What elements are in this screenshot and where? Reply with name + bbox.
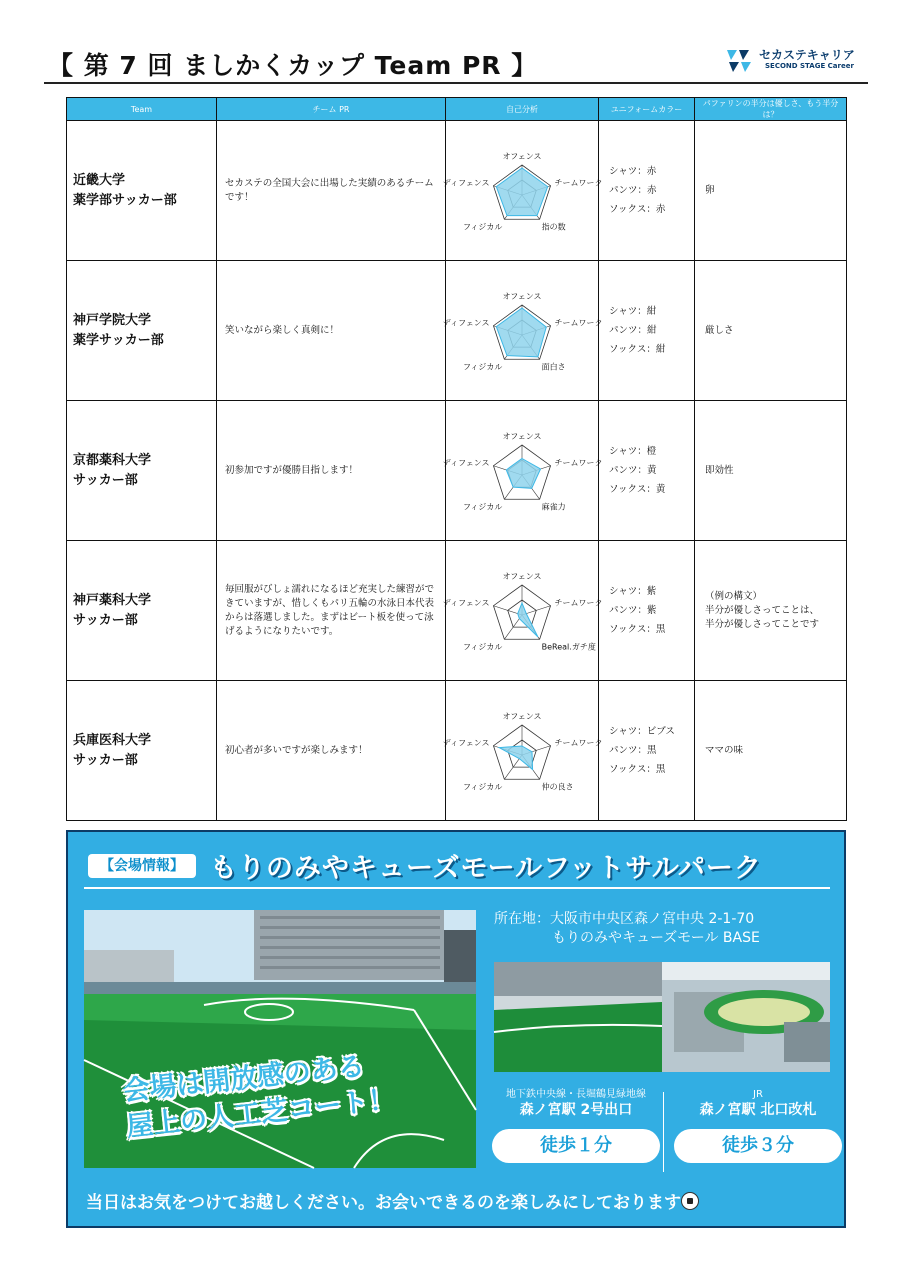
- radar-axis-label: チームワーク: [554, 318, 603, 328]
- venue-name: もりのみやキューズモールフットサルパーク: [210, 853, 762, 884]
- team-pr: 毎回服がびしょ濡れになるほど充実した練習ができていますが、惜しくもパリ五輪の水泳日本代表からは落選しました。まずはビート板を使って泳げるようになりたいです。: [217, 541, 446, 681]
- radar-axis-label: フィジカル: [462, 501, 503, 511]
- radar-axis-label: チームワーク: [554, 178, 603, 188]
- half-answer: 卵: [695, 121, 847, 261]
- closing-message: [86, 1188, 699, 1213]
- radar-axis-label: 仲の良さ: [541, 781, 574, 791]
- access-subway-line: 地下鉄中央線・長堀鶴見緑地線: [506, 1089, 646, 1100]
- radar-cell: [442, 121, 603, 261]
- team-cell: [67, 121, 217, 261]
- uniform-pants: パンツ：紫: [609, 605, 657, 616]
- page-title: 【 第 7 回 ましかくカップ Team PR 】: [48, 51, 538, 80]
- radar-cell: [442, 261, 603, 401]
- uniform-socks: ソックス：黒: [609, 624, 666, 635]
- team-name: 神戸学院大学 薬学サッカー部: [73, 312, 164, 348]
- access-jr-line: JR: [753, 1089, 763, 1100]
- radar-axis-label: フィジカル: [462, 641, 503, 651]
- table-row: [67, 401, 847, 541]
- uniform-cell: [599, 681, 695, 821]
- uniform-socks: ソックス：赤: [609, 204, 666, 215]
- radar-axis-label: ディフェンス: [442, 458, 490, 468]
- access-subway: [492, 1088, 660, 1163]
- col-header-analysis: 自己分析: [446, 98, 599, 121]
- table-row: [67, 681, 847, 821]
- radar-chart: [442, 705, 603, 797]
- access-jr-station: 森ノ宮駅 北口改札: [699, 1102, 817, 1118]
- radar-data-area: [506, 458, 540, 488]
- table-row: [67, 261, 847, 401]
- half-answer: （例の構文） 半分が優しさってことは、 半分が優しさってことです: [695, 541, 847, 681]
- table-row: [67, 541, 847, 681]
- radar-data-area: [496, 308, 546, 357]
- radar-cell: [442, 541, 603, 681]
- access-subway-walk: 徒歩１分: [492, 1129, 660, 1163]
- venue-aerial-photos: [494, 962, 830, 1072]
- radar-axis-label: ディフェンス: [442, 738, 490, 748]
- half-answer: ママの味: [695, 681, 847, 821]
- radar-data-area: [496, 168, 547, 216]
- radar-axis-label: ディフェンス: [442, 178, 490, 188]
- team-pr: セカステの全国大会に出場した実績のあるチームです！: [217, 121, 446, 261]
- radar-axis-label: オフェンス: [502, 711, 542, 721]
- team-cell: [67, 261, 217, 401]
- radar-data-area: [518, 603, 538, 637]
- uniform-cell: [599, 401, 695, 541]
- team-cell: [67, 541, 217, 681]
- col-header-pr: チーム PR: [217, 98, 446, 121]
- team-cell: [67, 401, 217, 541]
- radar-chart: [442, 565, 603, 657]
- venue-address: [494, 910, 760, 948]
- radar-axis-label: オフェンス: [502, 151, 542, 161]
- header-rule: [44, 82, 868, 84]
- radar-axis-label: オフェンス: [502, 291, 542, 301]
- radar-chart: [442, 285, 603, 377]
- col-header-half: パファリンの半分は優しさ、もう半分は？: [695, 98, 847, 121]
- radar-chart: [442, 425, 603, 517]
- soccer-ball-icon: [681, 1192, 699, 1210]
- team-name: 近畿大学 薬学部サッカー部: [73, 172, 177, 208]
- access-divider: [663, 1092, 664, 1172]
- radar-axis-label: フィジカル: [462, 361, 503, 371]
- venue-divider: [84, 887, 830, 889]
- table-header-row: [67, 98, 847, 121]
- half-answer: 即効性: [695, 401, 847, 541]
- table-row: [67, 121, 847, 261]
- uniform-shirt: シャツ：赤: [609, 166, 657, 177]
- col-header-team: Team: [67, 98, 217, 121]
- uniform-pants: パンツ：黒: [609, 745, 657, 756]
- radar-axis-label: 麻雀力: [541, 501, 566, 511]
- brand-logo: [725, 44, 855, 78]
- uniform-shirt: シャツ：橙: [609, 446, 657, 457]
- uniform-shirt: シャツ：紺: [609, 306, 657, 317]
- col-header-uniform: ユニフォームカラー: [599, 98, 695, 121]
- radar-axis-label: フィジカル: [462, 221, 503, 231]
- rooftop-court-photo: [84, 910, 476, 1168]
- team-pr: 初参加ですが優勝目指します！: [217, 401, 446, 541]
- radar-data-area: [499, 746, 532, 770]
- uniform-socks: ソックス：紺: [609, 344, 666, 355]
- radar-axis-label: オフェンス: [502, 571, 542, 581]
- team-name: 兵庫医科大学 サッカー部: [73, 732, 152, 768]
- venue-info-panel: [66, 830, 846, 1228]
- radar-axis-label: ディフェンス: [442, 598, 490, 608]
- access-jr: [674, 1088, 842, 1163]
- uniform-shirt: シャツ：ビブス: [609, 726, 675, 737]
- radar-cell: [442, 401, 603, 541]
- radar-axis-label: 面白さ: [541, 361, 566, 371]
- uniform-pants: パンツ：黄: [609, 465, 657, 476]
- uniform-pants: パンツ：赤: [609, 185, 657, 196]
- team-pr: 笑いながら楽しく真剣に！: [217, 261, 446, 401]
- half-answer: 厳しさ: [695, 261, 847, 401]
- venue-badge: 【会場情報】: [88, 854, 196, 878]
- radar-axis-label: チームワーク: [554, 458, 603, 468]
- uniform-shirt: シャツ：紫: [609, 586, 657, 597]
- uniform-pants: パンツ：紺: [609, 325, 657, 336]
- team-pr-table: [66, 97, 847, 821]
- radar-axis-label: ディフェンス: [442, 318, 490, 328]
- radar-axis-label: オフェンス: [502, 431, 542, 441]
- team-cell: [67, 681, 217, 821]
- address-line-2: もりのみやキューズモール BASE: [552, 930, 760, 946]
- radar-chart: [442, 145, 603, 237]
- radar-axis-label: BeReal.ガチ度: [541, 641, 596, 651]
- team-name: 京都薬科大学 サッカー部: [73, 452, 152, 488]
- logo-subtext: SECOND STAGE Career: [765, 62, 854, 70]
- radar-axis-label: チームワーク: [554, 738, 603, 748]
- radar-axis-label: 指の数: [541, 221, 566, 231]
- access-jr-walk: 徒歩３分: [674, 1129, 842, 1163]
- radar-axis-label: フィジカル: [462, 781, 503, 791]
- logo-icon: [725, 46, 753, 74]
- uniform-socks: ソックス：黒: [609, 764, 666, 775]
- venue-catchphrase: 会場は開放感のある 屋上の人工芝コート！: [121, 1050, 397, 1143]
- radar-cell: [442, 681, 603, 821]
- uniform-socks: ソックス：黄: [609, 484, 666, 495]
- radar-axis-label: チームワーク: [554, 598, 603, 608]
- address-line-1: 所在地：大阪市中央区森ノ宮中央 2-1-70: [494, 911, 755, 927]
- team-name: 神戸薬科大学 サッカー部: [73, 592, 152, 628]
- closing-text: 当日はお気をつけてお越しください。お会いできるのを楽しみにしております: [86, 1193, 681, 1213]
- access-subway-station: 森ノ宮駅 2号出口: [519, 1102, 633, 1118]
- uniform-cell: [599, 261, 695, 401]
- uniform-cell: [599, 121, 695, 261]
- logo-text: セカステキャリア: [759, 48, 855, 62]
- uniform-cell: [599, 541, 695, 681]
- team-pr: 初心者が多いですが楽しみます！: [217, 681, 446, 821]
